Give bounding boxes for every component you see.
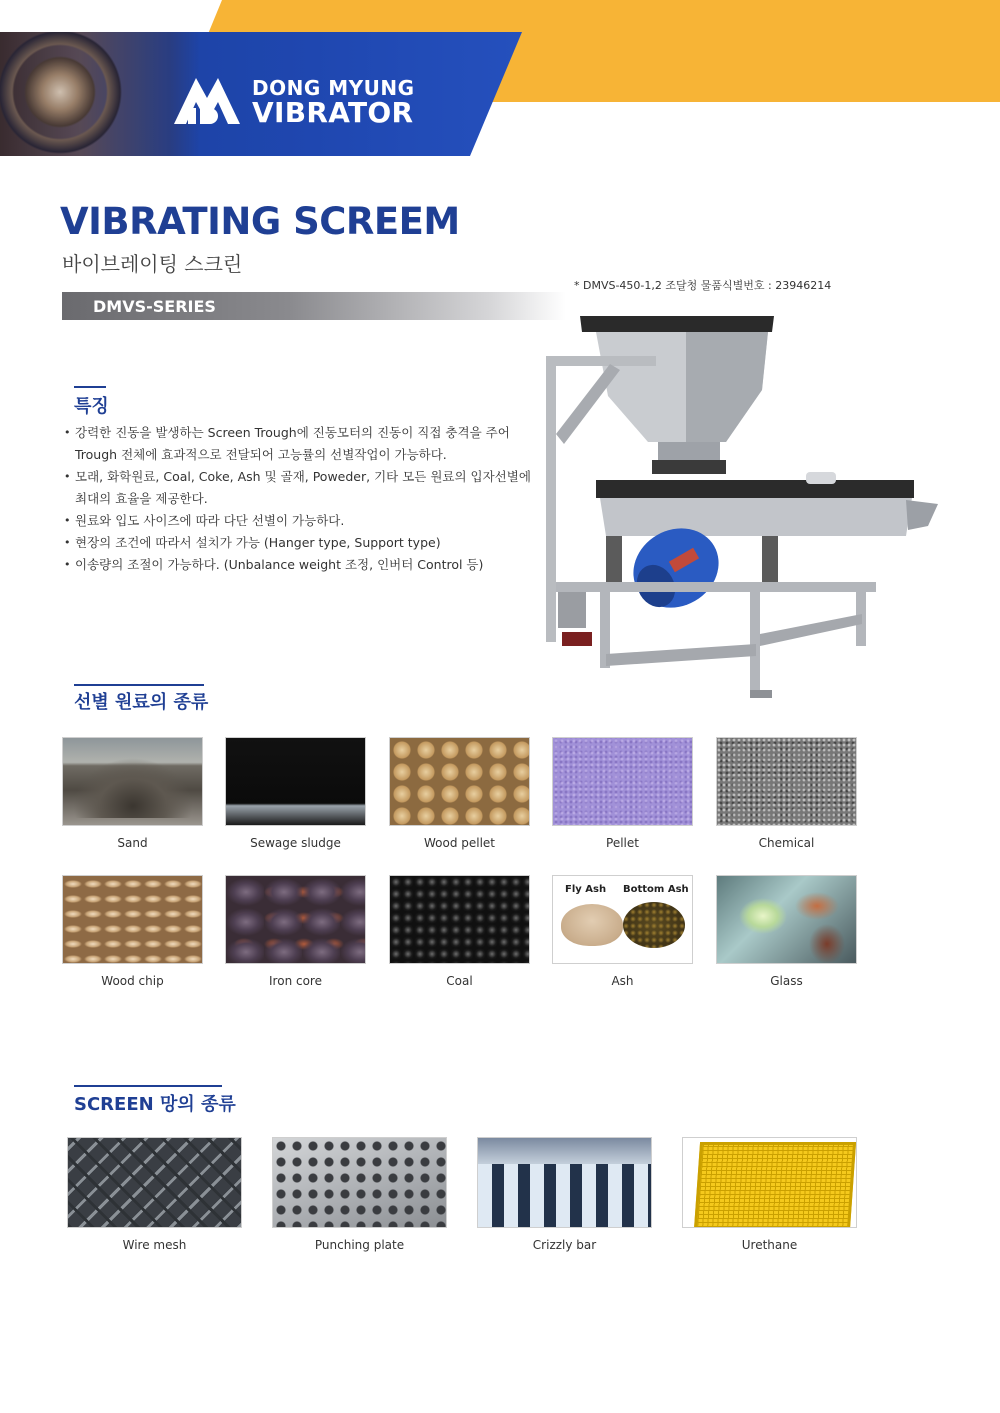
punching-plate-image <box>272 1137 447 1228</box>
material-caption: Ash <box>611 974 634 988</box>
series-label: DMVS-SERIES <box>93 297 216 316</box>
screens-heading-rule <box>74 1085 222 1087</box>
glass-image <box>716 875 857 964</box>
feature-item: • 모래, 화학원료, Coal, Coke, Ash 및 골재, Poweder, 기타 모든 원료의 입자선별에 최대의 효율을 제공한다. <box>64 466 534 510</box>
feature-item: • 이송량의 조절이 가능하다. (Unbalance weight 조정, 인버터 Control 등) <box>64 554 534 576</box>
header-machinery-photo <box>0 32 200 156</box>
materials-heading-rule <box>74 684 204 686</box>
wood-pellet-image <box>389 737 530 826</box>
page-title: VIBRATING SCREEM <box>60 200 460 243</box>
material-caption: Glass <box>770 974 803 988</box>
material-caption: Chemical <box>758 836 815 850</box>
material-caption: Pellet <box>606 836 639 850</box>
coal-image <box>389 875 530 964</box>
feature-item: • 현장의 조건에 따라서 설치가 가능 (Hanger type, Support type) <box>64 532 534 554</box>
brand-name-line2: VIBRATOR <box>252 96 414 129</box>
vibrating-screen-machine-image <box>536 304 946 704</box>
chemical-image <box>716 737 857 826</box>
features-heading: 특징 <box>74 396 109 417</box>
ash-image <box>552 875 693 964</box>
company-logo-icon <box>174 78 240 124</box>
crizzly-bar-image <box>477 1137 652 1228</box>
pellet-image <box>552 737 693 826</box>
features-list <box>64 422 534 576</box>
material-caption: Wood pellet <box>423 836 496 850</box>
brand-name-line1: DONG MYUNG <box>252 76 415 100</box>
screens-heading: SCREEN 망의 종류 <box>74 1094 236 1115</box>
page-subtitle: 바이브레이팅 스크린 <box>62 252 243 276</box>
material-caption: Iron core <box>269 974 322 988</box>
material-caption: Coal <box>446 974 473 988</box>
fly-ash-label: Fly Ash <box>565 884 607 895</box>
screen-caption: Wire mesh <box>122 1238 187 1252</box>
screen-caption: Punching plate <box>314 1238 405 1252</box>
material-caption: Sand <box>117 836 148 850</box>
material-caption: Sewage sludge <box>250 836 341 850</box>
features-heading-rule <box>74 386 106 388</box>
wood-chip-image <box>62 875 203 964</box>
wire-mesh-image <box>67 1137 242 1228</box>
screen-caption: Crizzly bar <box>532 1238 597 1252</box>
feature-item: • 강력한 진동을 발생하는 Screen Trough에 진동모터의 진동이 직접 충격을 주어 Trough 전체에 효과적으로 전달되어 고능률의 선별작업이 가능하다. <box>64 422 534 466</box>
materials-heading: 선별 원료의 종류 <box>74 692 209 713</box>
iron-core-image <box>225 875 366 964</box>
fly-ash-pile <box>561 904 623 946</box>
bottom-ash-label: Bottom Ash <box>623 884 689 895</box>
bottom-ash-pile <box>623 902 685 948</box>
material-caption: Wood chip <box>101 974 164 988</box>
procurement-note: * DMVS-450-1,2 조달청 물품식별번호 : 23946214 <box>574 279 832 292</box>
sand-image <box>62 737 203 826</box>
sewage-sludge-image <box>225 737 366 826</box>
urethane-image <box>682 1137 857 1228</box>
feature-item: • 원료와 입도 사이즈에 따라 다단 선별이 가능하다. <box>64 510 534 532</box>
screen-caption: Urethane <box>741 1238 798 1252</box>
